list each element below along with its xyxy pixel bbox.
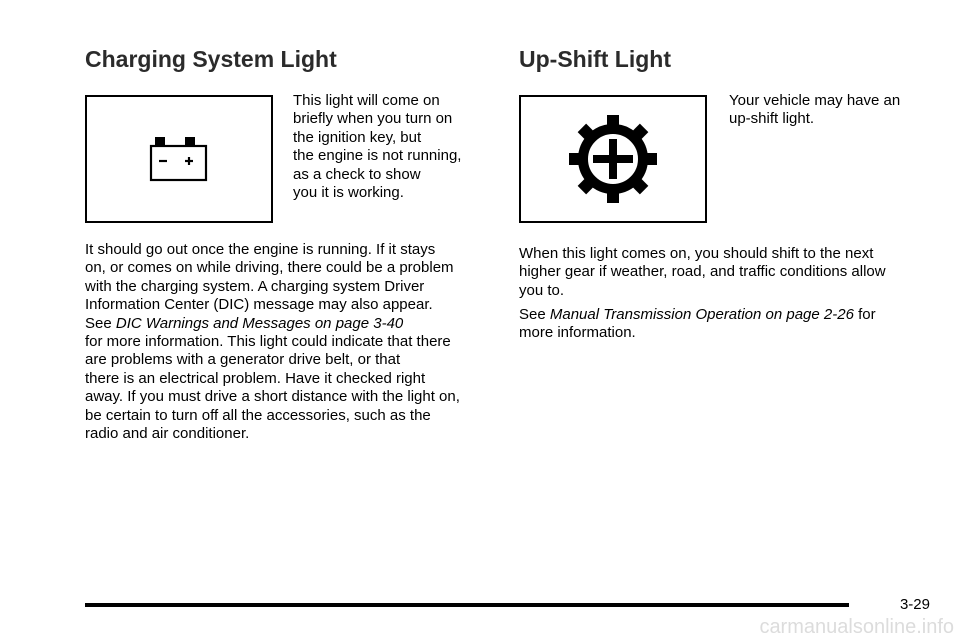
battery-icon bbox=[87, 97, 271, 221]
charging-body-text-start: It should go out once the engine is running. If it stays on, or comes on while driving, there could be a problem with the charging system. A charging system Driver Information Center (DIC) message may also appear. See bbox=[85, 241, 454, 332]
upshift-gear-icon bbox=[521, 97, 705, 221]
up-shift-see-reference bbox=[519, 306, 939, 343]
up-shift-light-side-text: Your vehicle may have an up-shift light. bbox=[729, 92, 901, 128]
up-shift-light-heading: Up-Shift Light bbox=[519, 46, 672, 72]
manual-transmission-reference: Manual Transmission Operation on page 2-26 bbox=[549, 306, 854, 323]
charging-light-body bbox=[85, 241, 495, 443]
see-prefix: See bbox=[519, 306, 550, 323]
up-shift-light-body: When this light comes on, you should shift to the next higher gear if weather, road, and traffic conditions allow you to. bbox=[519, 245, 886, 299]
dic-warnings-reference: DIC Warnings and Messages on page 3-40 bbox=[115, 314, 404, 332]
watermark: carmanualsonline.info bbox=[759, 616, 954, 638]
page-number: 3-29 bbox=[899, 596, 930, 613]
footer-rule bbox=[85, 603, 849, 607]
charging-system-figure bbox=[85, 95, 273, 223]
see-suffix: for more information. bbox=[519, 306, 876, 342]
up-shift-figure bbox=[519, 95, 707, 223]
charging-light-side-text: This light will come on briefly when you turn on the ignition key, but the engine is not running, as a check to show you it is working. bbox=[293, 92, 462, 202]
charging-body-text-end: for more information. This light could indicate that there are problems with a generator drive belt, or that there is an electrical problem. Have it checked right away. If you must drive a short distance with the light on, be certain to turn off all the accessories, such as the radio and air conditioner. bbox=[85, 333, 460, 443]
charging-system-light-heading: Charging System Light bbox=[85, 46, 337, 72]
